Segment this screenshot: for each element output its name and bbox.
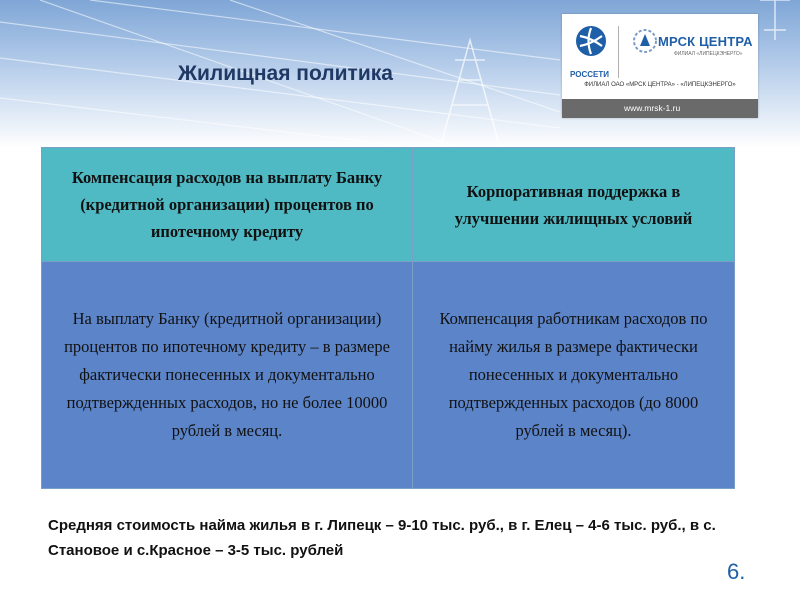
table-header-row	[42, 148, 735, 262]
mrsk-subtitle: ФИЛИАЛ «ЛИПЕЦКЭНЕРГО»	[674, 51, 743, 57]
branch-caption: ФИЛИАЛ ОАО «МРСК ЦЕНТРА» - «ЛИПЕЦКЭНЕРГО»	[584, 82, 736, 88]
rosseti-wordmark: РОССЕТИ	[570, 70, 609, 79]
average-rent-note: Средняя стоимость найма жилья в г. Липецк – 9-10 тыс. руб., в г. Елец – 4-6 тыс. руб., в с. Становое и с.Красное – 3-5 тыс. рублей	[48, 517, 716, 559]
logo-divider	[618, 26, 619, 78]
page-title: Жилищная политика	[178, 62, 393, 85]
website-url: www.mrsk-1.ru	[562, 99, 758, 118]
mrsk-wordmark: МРСК ЦЕНТРА	[658, 34, 753, 49]
table-cell: На выплату Банку (кредитной организации) процентов по ипотечному кредиту – в размере фактически понесенных и документально подтвержденных расходов, но не более 10000 рублей в месяц.	[42, 262, 413, 489]
company-logo	[562, 14, 758, 118]
page-number: 6.	[727, 559, 746, 584]
table-header-cell: Корпоративная поддержка в улучшении жилищных условий	[413, 148, 735, 262]
table-header-cell: Компенсация расходов на выплату Банку (кредитной организации) процентов по ипотечному кредиту	[42, 148, 413, 262]
table-cell: Компенсация работникам расходов по найму жилья в размере фактически понесенных и документально подтвержденных расходов (до 8000 рублей в месяц).	[413, 262, 735, 489]
housing-policy-table	[41, 147, 735, 489]
mrsk-logo-icon	[632, 28, 658, 54]
table-row	[42, 262, 735, 489]
rosseti-logo-icon	[574, 24, 608, 64]
